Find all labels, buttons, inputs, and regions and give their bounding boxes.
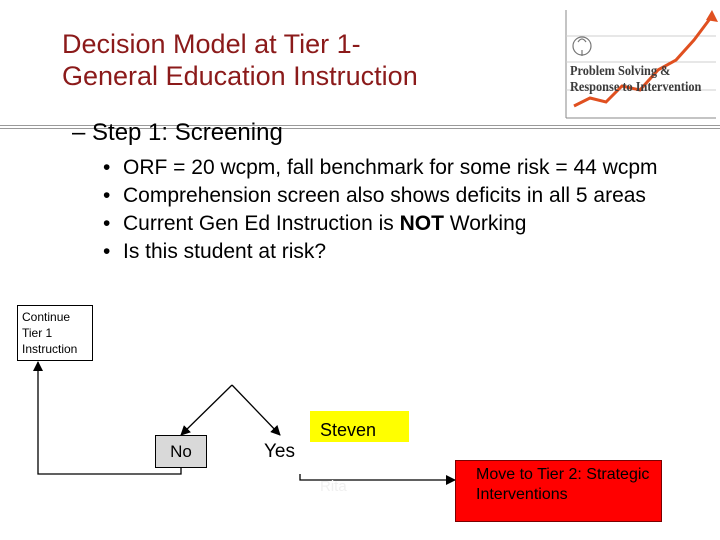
tier2-line-1: Move to Tier 2: Strategic	[476, 466, 650, 483]
bullet-text-end: Working	[443, 212, 527, 235]
rita-label: Rita	[320, 478, 347, 495]
yes-label: Yes	[264, 441, 295, 462]
title-line-2: General Education Instruction	[62, 61, 418, 91]
continue-line-1: Continue	[22, 310, 71, 324]
tier2-line-2: Interventions	[476, 486, 568, 503]
bullet-dot: •	[103, 156, 111, 179]
tier2-box	[455, 460, 662, 522]
bullet-text: Is this student at risk?	[123, 240, 327, 263]
step-heading: – Step 1: Screening	[72, 119, 283, 146]
bullet-text: ORF = 20 wcpm, fall benchmark for some risk = 44 wcpm	[123, 156, 658, 179]
bullet-dot: •	[103, 212, 111, 235]
continue-tier1-box	[17, 305, 93, 361]
logo-text-line-1: Problem Solving &	[570, 64, 671, 79]
no-box: No	[155, 435, 207, 468]
bullet-text: Current Gen Ed Instruction is	[123, 212, 400, 235]
bullet-emphasis: NOT	[399, 212, 444, 235]
logo-text-line-2: Response to Intervention	[570, 80, 702, 95]
arrow-to-yes	[232, 385, 280, 435]
steven-highlight: Steven	[310, 411, 409, 442]
arrow-to-no	[181, 385, 232, 435]
title-line-1: Decision Model at Tier 1-	[62, 29, 361, 59]
bullet-dot: •	[103, 240, 111, 263]
bullet-text: Comprehension screen also shows deficits in all 5 areas	[123, 184, 646, 207]
continue-line-3: Instruction	[22, 342, 78, 356]
bullet-dot: •	[103, 184, 111, 207]
continue-line-2: Tier 1	[22, 326, 53, 340]
